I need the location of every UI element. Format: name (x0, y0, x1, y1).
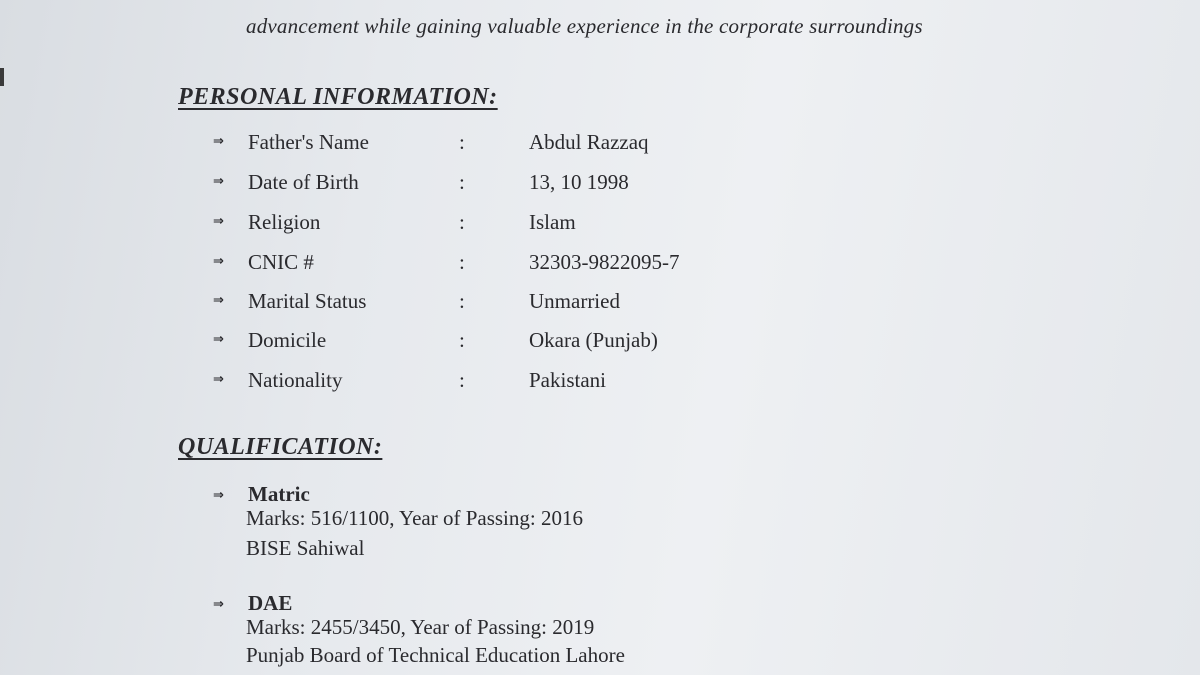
qualification-heading: QUALIFICATION: (178, 434, 383, 460)
right-double-arrow-icon: ⇒ (213, 174, 224, 189)
right-double-arrow-icon: ⇒ (213, 597, 224, 612)
qualification-board: Punjab Board of Technical Education Lahore (246, 643, 625, 667)
qualification-board: BISE Sahiwal (246, 536, 365, 560)
qualification-item-dae (0, 591, 1200, 671)
info-label: Domicile (248, 328, 327, 352)
info-value: Abdul Razzaq (529, 130, 649, 154)
qualification-title: DAE (248, 591, 293, 615)
info-value: Okara (Punjab) (529, 328, 658, 352)
qualification-item-matric (0, 482, 1200, 562)
qualification-title: Matric (248, 482, 310, 506)
right-double-arrow-icon: ⇒ (213, 134, 224, 149)
info-row-religion (0, 210, 1200, 236)
info-value: Pakistani (529, 368, 606, 392)
info-label: Religion (248, 210, 321, 234)
right-double-arrow-icon: ⇒ (213, 214, 224, 229)
info-colon: : (459, 130, 465, 154)
info-colon: : (459, 289, 465, 313)
objective-text: advancement while gaining valuable experience in the corporate surroundings (246, 14, 923, 38)
right-double-arrow-icon: ⇒ (213, 488, 224, 503)
info-value: 13, 10 1998 (529, 170, 629, 194)
info-row-marital-status (0, 289, 1200, 315)
info-colon: : (459, 368, 465, 392)
qualification-marks: Marks: 516/1100, Year of Passing: 2016 (246, 506, 583, 530)
info-colon: : (459, 170, 465, 194)
info-colon: : (459, 210, 465, 234)
info-label: Father's Name (248, 130, 369, 154)
right-double-arrow-icon: ⇒ (213, 254, 224, 269)
info-colon: : (459, 250, 465, 274)
info-row-nationality (0, 368, 1200, 394)
right-double-arrow-icon: ⇒ (213, 293, 224, 308)
info-value: 32303-9822095-7 (529, 250, 680, 274)
right-double-arrow-icon: ⇒ (213, 332, 224, 347)
info-row-fathers-name (0, 130, 1200, 156)
info-row-domicile (0, 328, 1200, 354)
info-label: Nationality (248, 368, 343, 392)
info-colon: : (459, 328, 465, 352)
info-row-cnic (0, 250, 1200, 276)
info-row-date-of-birth (0, 170, 1200, 196)
qualification-marks: Marks: 2455/3450, Year of Passing: 2019 (246, 615, 595, 639)
personal-information-heading: PERSONAL INFORMATION: (178, 84, 498, 110)
info-value: Unmarried (529, 289, 620, 313)
info-label: Marital Status (248, 289, 367, 313)
info-label: Date of Birth (248, 170, 359, 194)
info-value: Islam (529, 210, 576, 234)
right-double-arrow-icon: ⇒ (213, 372, 224, 387)
info-label: CNIC # (248, 250, 314, 274)
page-edge-mark (0, 68, 4, 86)
